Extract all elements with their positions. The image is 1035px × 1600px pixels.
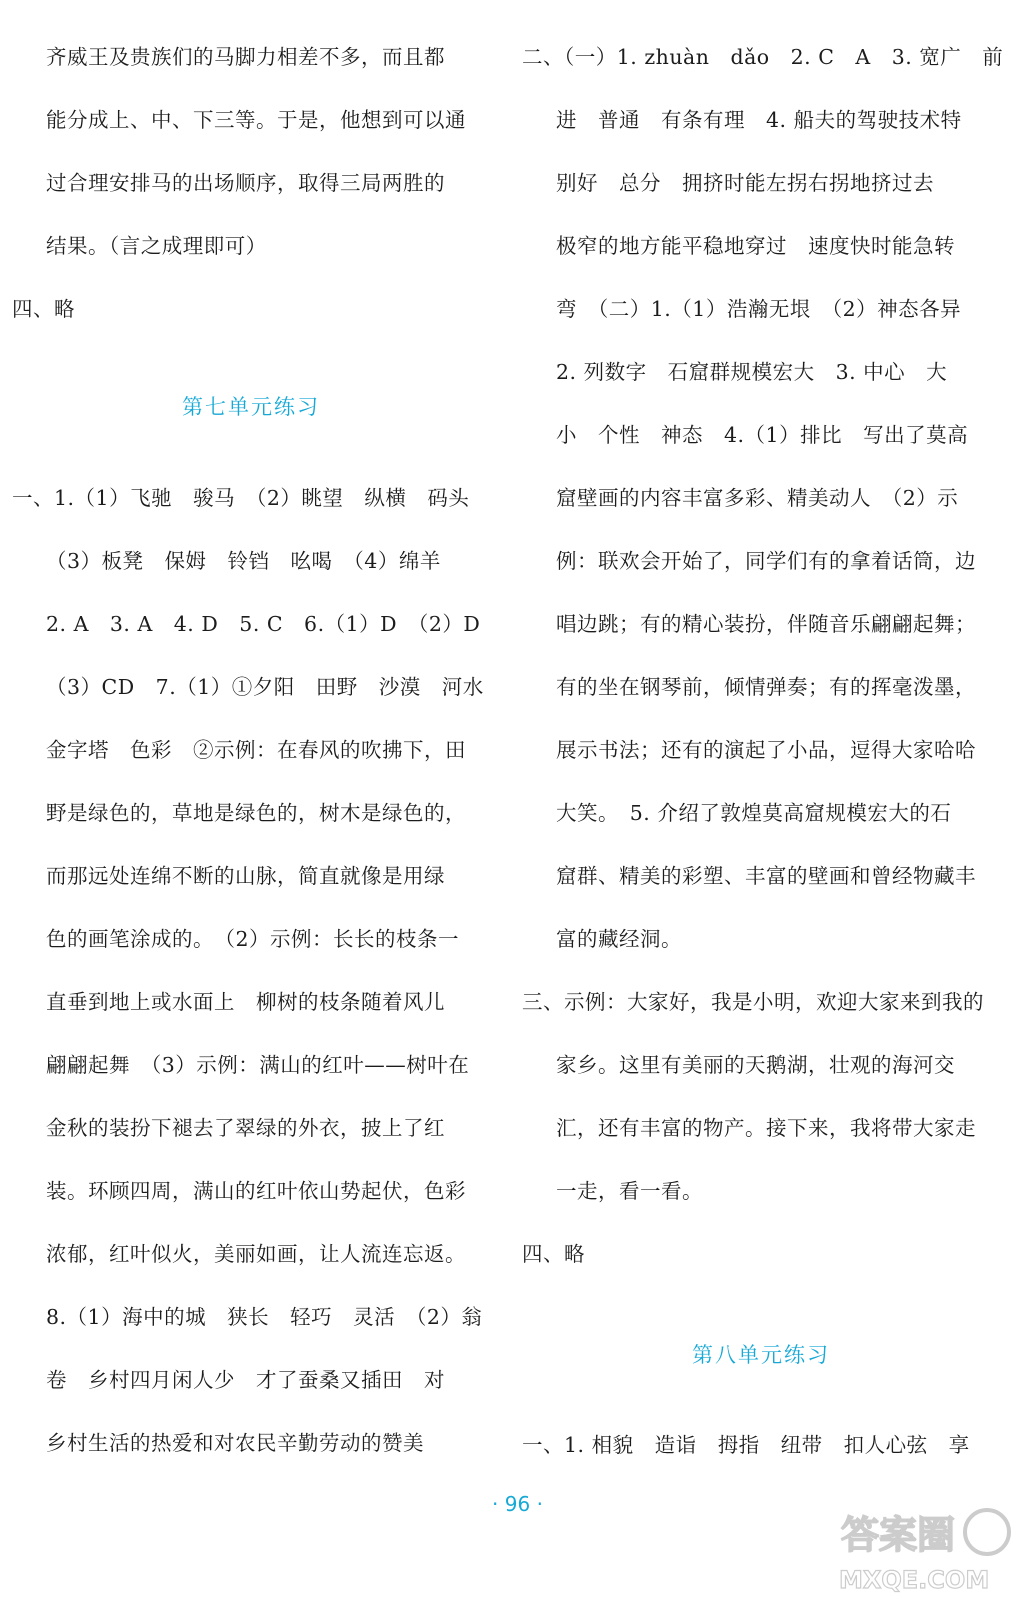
left-line-19: 浓郁，红叶似火，美丽如画，让人流连忘返。 — [46, 1242, 466, 1266]
right-line-4: 极窄的地方能平稳地穿过 速度快时能急转 — [556, 234, 955, 258]
page-number: · 96 · — [492, 1492, 543, 1516]
left-line-1: 齐威王及贵族们的马脚力相差不多，而且都 — [46, 45, 445, 69]
unit-eight-heading: 第八单元练习 — [692, 1343, 830, 1367]
right-line-22: 一、1. 相貌 造诣 拇指 纽带 扣人心弦 享 — [522, 1433, 970, 1457]
left-line-11: 金字塔 色彩 ②示例：在春风的吹拂下，田 — [46, 738, 466, 762]
right-line-3: 别好 总分 拥挤时能左拐右拐地挤过去 — [556, 171, 934, 195]
left-line-9: 2. A 3. A 4. D 5. C 6.（1）D （2）D — [46, 612, 481, 636]
left-line-22: 乡村生活的热爱和对农民辛勤劳动的赞美 — [46, 1431, 424, 1455]
watermark-top-text: 答案圈 — [841, 1513, 956, 1557]
right-line-18: 汇，还有丰富的物产。接下来，我将带大家走 — [556, 1116, 976, 1140]
right-line-12: 展示书法；还有的演起了小品，逗得大家哈哈 — [556, 738, 976, 762]
left-line-8: （3）板凳 保姆 铃铛 吆喝 （4）绵羊 — [46, 549, 441, 573]
right-line-8: 窟壁画的内容丰富多彩、精美动人 （2）示 — [556, 486, 959, 510]
right-line-17: 家乡。这里有美丽的天鹅湖，壮观的海河交 — [556, 1053, 955, 1077]
right-line-7: 小 个性 神态 4.（1）排比 写出了莫高 — [556, 423, 969, 447]
left-line-17: 金秋的装扮下褪去了翠绿的外衣，披上了红 — [46, 1116, 445, 1140]
right-line-10: 唱边跳；有的精心装扮，伴随音乐翩翩起舞； — [556, 612, 976, 636]
right-line-6: 2. 列数字 石窟群规模宏大 3. 中心 大 — [556, 360, 948, 384]
right-line-16: 三、示例：大家好，我是小明，欢迎大家来到我的 — [522, 990, 984, 1014]
left-line-7: 一、1.（1）飞驰 骏马 （2）眺望 纵横 码头 — [12, 486, 470, 510]
right-line-9: 例：联欢会开始了，同学们有的拿着话筒，边 — [556, 549, 976, 573]
section-four-right: 四、略 — [522, 1242, 585, 1266]
right-line-11: 有的坐在钢琴前，倾情弹奏；有的挥毫泼墨， — [556, 675, 976, 699]
unit-seven-heading: 第七单元练习 — [182, 395, 320, 419]
left-line-4: 结果。（言之成理即可） — [46, 234, 267, 258]
right-line-19: 一走，看一看。 — [556, 1179, 703, 1203]
left-line-20: 8.（1）海中的城 狭长 轻巧 灵活 （2）翁 — [46, 1305, 483, 1329]
left-line-3: 过合理安排马的出场顺序，取得三局两胜的 — [46, 171, 445, 195]
right-line-5: 弯 （二）1.（1）浩瀚无垠 （2）神态各异 — [556, 297, 962, 321]
watermark-circle-icon — [965, 1510, 1009, 1554]
left-line-21: 卷 乡村四月闲人少 才了蚕桑又插田 对 — [46, 1368, 445, 1392]
section-four-left: 四、略 — [12, 297, 75, 321]
right-line-15: 富的藏经洞。 — [556, 927, 682, 951]
right-line-13: 大笑。 5. 介绍了敦煌莫高窟规模宏大的石 — [556, 801, 952, 825]
left-line-13: 而那远处连绵不断的山脉，简直就像是用绿 — [46, 864, 445, 888]
right-line-2: 进 普通 有条有理 4. 船夫的驾驶技术特 — [556, 108, 962, 132]
left-line-12: 野是绿色的，草地是绿色的，树木是绿色的， — [46, 801, 466, 825]
left-line-10: （3）CD 7.（1）①夕阳 田野 沙漠 河水 — [46, 675, 484, 699]
left-line-15: 直垂到地上或水面上 柳树的枝条随着风儿 — [46, 990, 445, 1014]
left-line-18: 装。环顾四周，满山的红叶依山势起伏，色彩 — [46, 1179, 466, 1203]
right-line-14: 窟群、精美的彩塑、丰富的壁画和曾经物藏丰 — [556, 864, 976, 888]
watermark-bottom-text: MXQE.COM — [839, 1566, 990, 1594]
right-line-1: 二、（一）1. zhuàn dǎo 2. C A 3. 宽广 前 — [522, 45, 1004, 69]
left-line-14: 色的画笔涂成的。 （2）示例：长长的枝条一 — [46, 927, 460, 951]
left-line-2: 能分成上、中、下三等。于是，他想到可以通 — [46, 108, 466, 132]
left-line-16: 翩翩起舞 （3）示例：满山的红叶——树叶在 — [46, 1053, 470, 1077]
watermark-logo — [837, 1498, 1017, 1594]
